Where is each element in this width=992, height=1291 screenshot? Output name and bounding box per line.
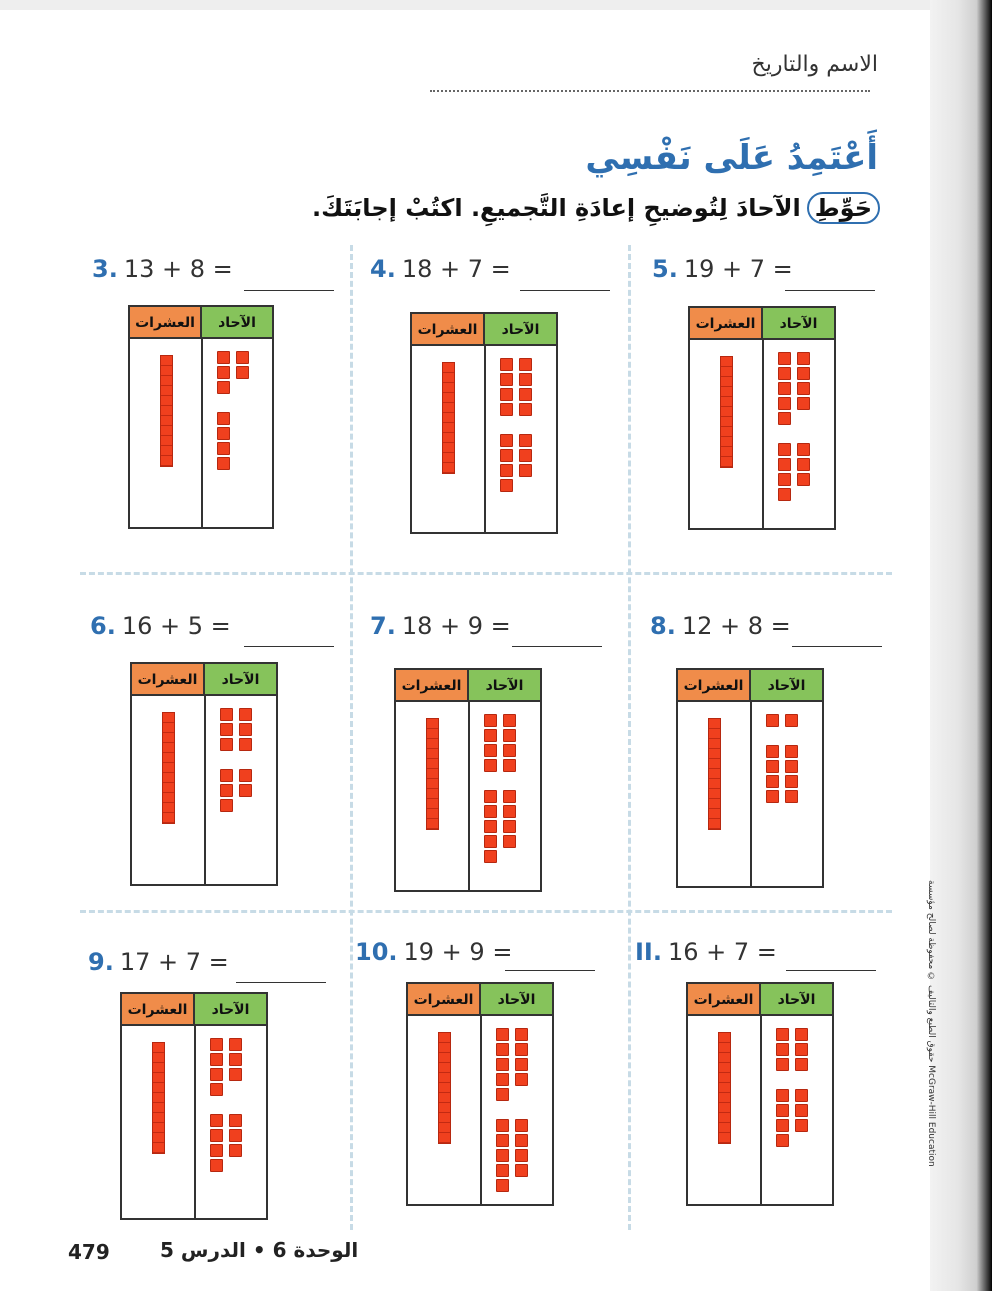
tens-header: العشرات	[132, 664, 204, 696]
place-value-chart	[676, 668, 824, 888]
ones-header: الآحاد	[468, 670, 540, 702]
ones-cube	[239, 738, 252, 751]
ones-cube	[484, 820, 497, 833]
ones-cube	[500, 449, 513, 462]
tens-rod	[442, 362, 455, 474]
ones-cube	[229, 1129, 242, 1142]
problem-expression: 13 + 8 =	[123, 255, 233, 283]
ones-cube	[500, 388, 513, 401]
ones-cube	[496, 1028, 509, 1041]
ones-cube	[217, 457, 230, 470]
tens-rod	[438, 1032, 451, 1144]
problem-number: 8.	[650, 612, 676, 640]
problem-number: 3.	[92, 255, 118, 283]
place-value-chart	[120, 992, 268, 1220]
chart-column-divider	[468, 670, 470, 890]
instruction-text: الآحادَ لِتُوضيحِ إعادَةِ التَّجميعِ. اكتُبْ إجابَتَكَ.	[312, 194, 801, 222]
row-divider-2	[80, 910, 892, 913]
place-value-chart	[130, 662, 278, 886]
ones-cube	[778, 382, 791, 395]
problem-number: II.	[635, 938, 662, 966]
ones-cube	[217, 412, 230, 425]
answer-blank[interactable]	[244, 646, 334, 647]
ones-header: الآحاد	[484, 314, 556, 346]
chart-column-divider	[204, 664, 206, 884]
ones-cube	[797, 367, 810, 380]
ones-cube	[766, 745, 779, 758]
ones-cube	[766, 790, 779, 803]
tens-header: العشرات	[408, 984, 480, 1016]
ones-cube	[503, 820, 516, 833]
tens-header: العشرات	[412, 314, 484, 346]
ones-cube	[484, 729, 497, 742]
ones-cube	[229, 1053, 242, 1066]
ones-cube	[778, 352, 791, 365]
answer-blank[interactable]	[236, 982, 326, 983]
ones-cube	[797, 352, 810, 365]
problem-equation	[90, 612, 231, 640]
problem-expression: 18 + 7 =	[401, 255, 511, 283]
ones-cube	[496, 1164, 509, 1177]
place-value-chart	[688, 306, 836, 530]
ones-cube	[496, 1179, 509, 1192]
ones-cube	[500, 479, 513, 492]
ones-cube	[496, 1134, 509, 1147]
ones-cube	[503, 790, 516, 803]
ones-cube	[220, 723, 233, 736]
answer-blank[interactable]	[512, 646, 602, 647]
tens-rod	[718, 1032, 731, 1144]
problem-equation	[635, 938, 777, 966]
ones-cube	[515, 1134, 528, 1147]
place-value-chart	[686, 982, 834, 1206]
ones-cube	[220, 708, 233, 721]
ones-cube	[776, 1134, 789, 1147]
ones-cube	[496, 1149, 509, 1162]
ones-cube	[515, 1164, 528, 1177]
ones-cube	[239, 784, 252, 797]
ones-cube	[484, 790, 497, 803]
place-value-chart	[406, 982, 554, 1206]
ones-cube	[776, 1119, 789, 1132]
ones-cube	[220, 738, 233, 751]
ones-cube	[776, 1104, 789, 1117]
ones-cube	[220, 784, 233, 797]
ones-cube	[785, 760, 798, 773]
instruction	[190, 192, 880, 224]
problem-equation	[355, 938, 512, 966]
ones-cube	[795, 1089, 808, 1102]
ones-cube	[795, 1058, 808, 1071]
answer-blank[interactable]	[785, 290, 875, 291]
ones-cube	[795, 1119, 808, 1132]
ones-cube	[515, 1028, 528, 1041]
page-number: 479	[68, 1240, 110, 1264]
ones-cube	[500, 464, 513, 477]
ones-cube	[500, 403, 513, 416]
tens-header: العشرات	[130, 307, 201, 339]
ones-cube	[500, 358, 513, 371]
problem-number: 7.	[370, 612, 396, 640]
tens-rod	[162, 712, 175, 824]
ones-cube	[519, 373, 532, 386]
page-binding-edge	[930, 0, 992, 1291]
ones-cube	[496, 1043, 509, 1056]
ones-cube	[776, 1058, 789, 1071]
ones-cube	[778, 412, 791, 425]
ones-cube	[797, 382, 810, 395]
ones-cube	[236, 351, 249, 364]
chart-column-divider	[762, 308, 764, 528]
ones-cube	[795, 1043, 808, 1056]
problem-expression: 12 + 8 =	[681, 612, 791, 640]
problem-equation	[88, 948, 229, 976]
ones-cube	[229, 1068, 242, 1081]
problem-number: 10.	[355, 938, 398, 966]
row-divider-1	[80, 572, 892, 575]
ones-cube	[776, 1028, 789, 1041]
answer-blank[interactable]	[520, 290, 610, 291]
problem-equation	[370, 612, 511, 640]
problem-expression: 16 + 5 =	[121, 612, 231, 640]
ones-cube	[519, 449, 532, 462]
ones-cube	[515, 1058, 528, 1071]
ones-cube	[503, 835, 516, 848]
ones-cube	[229, 1114, 242, 1127]
ones-cube	[797, 458, 810, 471]
column-divider-2	[628, 245, 631, 1230]
place-value-chart	[128, 305, 274, 529]
ones-cube	[785, 790, 798, 803]
ones-cube	[229, 1038, 242, 1051]
chart-column-divider	[201, 307, 203, 527]
problem-expression: 16 + 7 =	[667, 938, 777, 966]
problem-number: 4.	[370, 255, 396, 283]
ones-cube	[239, 769, 252, 782]
problem-equation	[370, 255, 511, 283]
ones-header: الآحاد	[480, 984, 552, 1016]
problem-number: 9.	[88, 948, 114, 976]
ones-cube	[776, 1089, 789, 1102]
ones-cube	[210, 1038, 223, 1051]
ones-cube	[484, 744, 497, 757]
ones-cube	[484, 835, 497, 848]
tens-header: العشرات	[688, 984, 760, 1016]
chart-column-divider	[750, 670, 752, 886]
ones-header: الآحاد	[194, 994, 266, 1026]
ones-cube	[778, 488, 791, 501]
ones-cube	[210, 1068, 223, 1081]
ones-cube	[496, 1088, 509, 1101]
ones-cube	[210, 1053, 223, 1066]
ones-cube	[496, 1073, 509, 1086]
ones-cube	[210, 1144, 223, 1157]
ones-cube	[503, 744, 516, 757]
ones-header: الآحاد	[750, 670, 822, 702]
problem-expression: 17 + 7 =	[119, 948, 229, 976]
ones-cube	[519, 403, 532, 416]
problem-expression: 18 + 9 =	[401, 612, 511, 640]
page-top-strip	[0, 0, 940, 10]
ones-cube	[503, 729, 516, 742]
ones-cube	[785, 775, 798, 788]
ones-cube	[210, 1083, 223, 1096]
copyright-notice: حقوق الطبع والتأليف © محفوظة لصالح مؤسسة McGraw-Hill Education	[926, 880, 936, 1167]
ones-cube	[519, 358, 532, 371]
ones-cube	[484, 714, 497, 727]
problem-equation	[652, 255, 793, 283]
ones-cube	[503, 805, 516, 818]
ones-cube	[496, 1119, 509, 1132]
ones-header: الآحاد	[762, 308, 834, 340]
tens-rod	[708, 718, 721, 830]
ones-cube	[220, 769, 233, 782]
ones-cube	[766, 760, 779, 773]
problem-equation	[92, 255, 233, 283]
ones-cube	[778, 443, 791, 456]
ones-cube	[503, 714, 516, 727]
ones-cube	[778, 473, 791, 486]
answer-blank[interactable]	[786, 970, 876, 971]
ones-cube	[484, 805, 497, 818]
place-value-chart	[394, 668, 542, 892]
ones-cube	[785, 745, 798, 758]
ones-cube	[239, 708, 252, 721]
ones-cube	[778, 367, 791, 380]
tens-rod	[720, 356, 733, 468]
instruction-circled-word: حَوِّطِ	[807, 192, 880, 224]
ones-cube	[236, 366, 249, 379]
ones-cube	[515, 1043, 528, 1056]
ones-cube	[795, 1104, 808, 1117]
ones-cube	[778, 458, 791, 471]
ones-cube	[229, 1144, 242, 1157]
problem-number: 6.	[90, 612, 116, 640]
ones-header: الآحاد	[760, 984, 832, 1016]
tens-rod	[152, 1042, 165, 1154]
ones-cube	[210, 1114, 223, 1127]
place-value-chart	[410, 312, 558, 534]
chart-column-divider	[480, 984, 482, 1204]
name-date-line	[430, 90, 870, 92]
ones-cube	[496, 1058, 509, 1071]
ones-cube	[503, 759, 516, 772]
tens-header: العشرات	[122, 994, 194, 1026]
problem-number: 5.	[652, 255, 678, 283]
ones-cube	[797, 473, 810, 486]
ones-cube	[217, 351, 230, 364]
ones-cube	[210, 1159, 223, 1172]
ones-cube	[210, 1129, 223, 1142]
chart-column-divider	[194, 994, 196, 1218]
ones-cube	[217, 427, 230, 440]
ones-cube	[519, 434, 532, 447]
name-date-label: الاسم والتاريخ	[751, 52, 878, 77]
problem-expression: 19 + 9 =	[403, 938, 513, 966]
chart-column-divider	[484, 314, 486, 532]
page-title: أَعْتَمِدُ عَلَى نَفْسِي	[585, 138, 878, 178]
ones-cube	[484, 759, 497, 772]
unit-lesson-label: الوحدة 6 • الدرس 5	[160, 1238, 359, 1262]
ones-cube	[776, 1043, 789, 1056]
tens-rod	[160, 355, 173, 467]
answer-blank[interactable]	[244, 290, 334, 291]
ones-cube	[484, 850, 497, 863]
ones-cube	[217, 381, 230, 394]
ones-cube	[515, 1119, 528, 1132]
ones-cube	[217, 442, 230, 455]
ones-cube	[217, 366, 230, 379]
ones-cube	[220, 799, 233, 812]
ones-cube	[797, 397, 810, 410]
ones-cube	[785, 714, 798, 727]
ones-cube	[515, 1149, 528, 1162]
ones-cube	[500, 373, 513, 386]
tens-header: العشرات	[690, 308, 762, 340]
tens-header: العشرات	[678, 670, 750, 702]
ones-cube	[500, 434, 513, 447]
ones-cube	[797, 443, 810, 456]
ones-header: الآحاد	[201, 307, 272, 339]
ones-cube	[766, 714, 779, 727]
problem-expression: 19 + 7 =	[683, 255, 793, 283]
ones-header: الآحاد	[204, 664, 276, 696]
ones-cube	[519, 388, 532, 401]
column-divider-1	[350, 245, 353, 1230]
ones-cube	[795, 1028, 808, 1041]
chart-column-divider	[760, 984, 762, 1204]
ones-cube	[766, 775, 779, 788]
ones-cube	[239, 723, 252, 736]
ones-cube	[515, 1073, 528, 1086]
problem-equation	[650, 612, 791, 640]
tens-header: العشرات	[396, 670, 468, 702]
answer-blank[interactable]	[792, 646, 882, 647]
ones-cube	[778, 397, 791, 410]
answer-blank[interactable]	[505, 970, 595, 971]
ones-cube	[519, 464, 532, 477]
tens-rod	[426, 718, 439, 830]
